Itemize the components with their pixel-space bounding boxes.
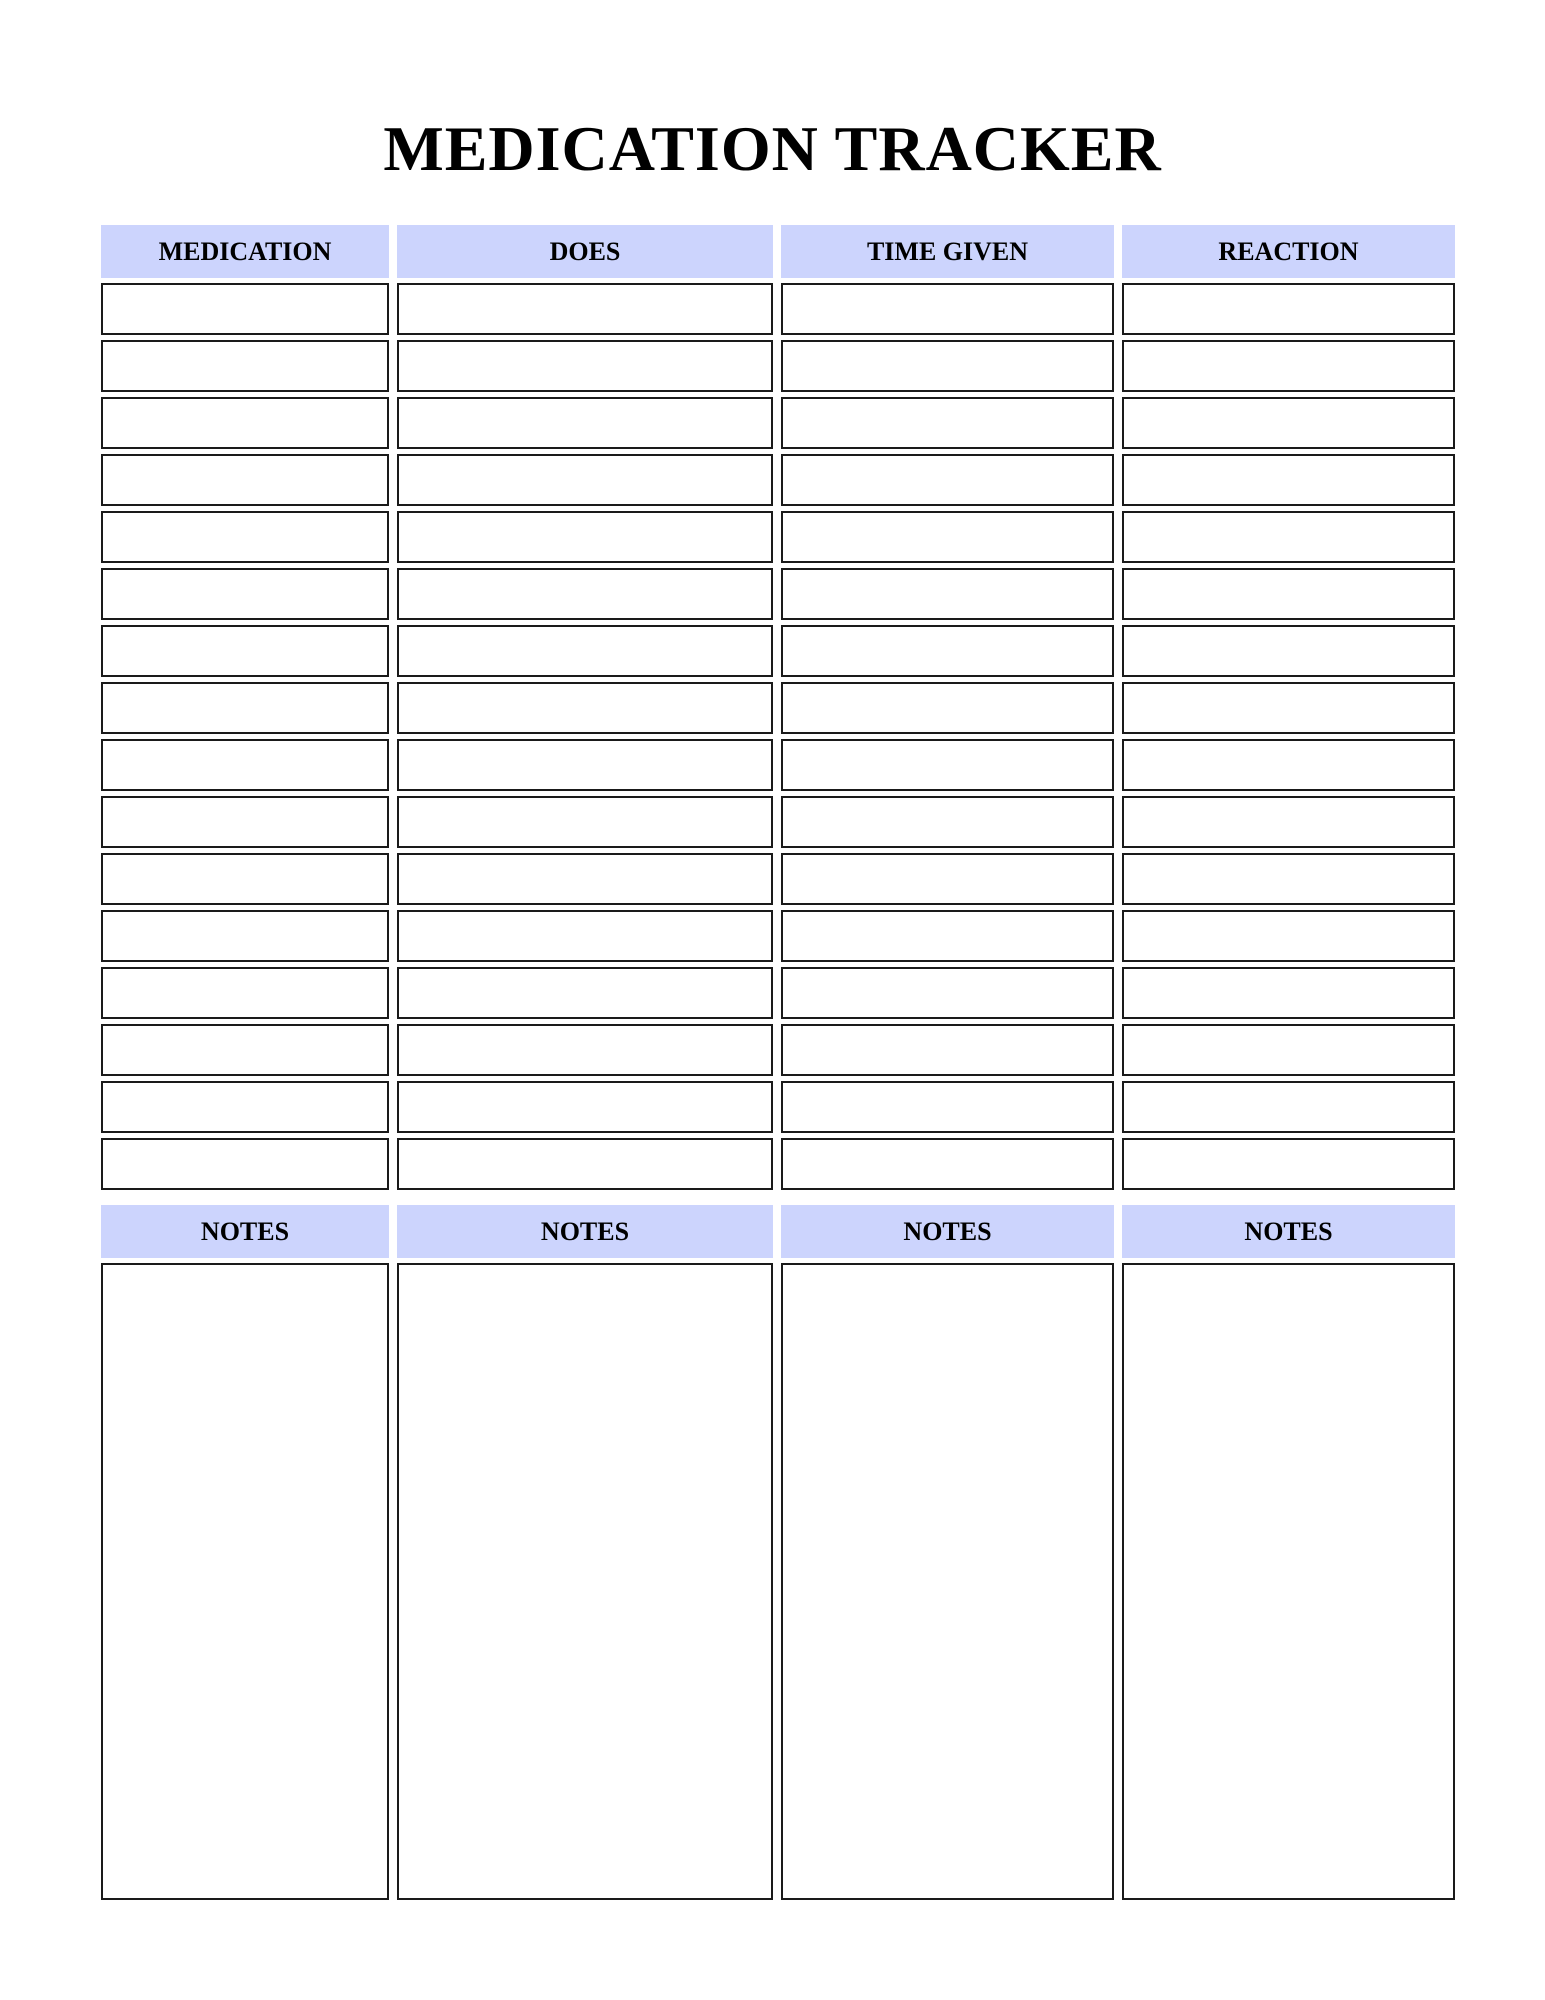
- column-header-medication: MEDICATION: [101, 225, 389, 278]
- table-cell-reaction[interactable]: [1122, 511, 1455, 563]
- medication-table: [101, 225, 1455, 1190]
- column-header-reaction: REACTION: [1122, 225, 1455, 278]
- table-cell-dose[interactable]: [397, 739, 773, 791]
- table-cell-reaction[interactable]: [1122, 397, 1455, 449]
- table-cell-medication[interactable]: [101, 1138, 389, 1190]
- table-cell-reaction[interactable]: [1122, 283, 1455, 335]
- table-cell-dose[interactable]: [397, 568, 773, 620]
- table-cell-reaction[interactable]: [1122, 1081, 1455, 1133]
- table-cell-dose[interactable]: [397, 454, 773, 506]
- table-cell-dose[interactable]: [397, 967, 773, 1019]
- table-cell-time-given[interactable]: [781, 511, 1114, 563]
- notes-box[interactable]: [397, 1263, 773, 1900]
- table-cell-medication[interactable]: [101, 910, 389, 962]
- table-cell-dose[interactable]: [397, 910, 773, 962]
- notes-header: NOTES: [397, 1205, 773, 1258]
- table-cell-dose[interactable]: [397, 1081, 773, 1133]
- table-cell-time-given[interactable]: [781, 853, 1114, 905]
- table-cell-time-given[interactable]: [781, 568, 1114, 620]
- table-cell-medication[interactable]: [101, 340, 389, 392]
- table-cell-reaction[interactable]: [1122, 910, 1455, 962]
- table-cell-dose[interactable]: [397, 682, 773, 734]
- table-cell-medication[interactable]: [101, 682, 389, 734]
- notes-header: NOTES: [781, 1205, 1114, 1258]
- notes-section: [101, 1205, 1455, 1900]
- table-cell-reaction[interactable]: [1122, 1024, 1455, 1076]
- table-cell-medication[interactable]: [101, 967, 389, 1019]
- table-cell-reaction[interactable]: [1122, 340, 1455, 392]
- table-cell-time-given[interactable]: [781, 682, 1114, 734]
- notes-box[interactable]: [1122, 1263, 1455, 1900]
- table-cell-dose[interactable]: [397, 283, 773, 335]
- table-cell-reaction[interactable]: [1122, 853, 1455, 905]
- table-cell-reaction[interactable]: [1122, 967, 1455, 1019]
- table-cell-time-given[interactable]: [781, 910, 1114, 962]
- table-cell-dose[interactable]: [397, 397, 773, 449]
- table-cell-dose[interactable]: [397, 511, 773, 563]
- table-cell-dose[interactable]: [397, 1024, 773, 1076]
- column-header-time-given: TIME GIVEN: [781, 225, 1114, 278]
- page-title: MEDICATION TRACKER: [383, 113, 1162, 184]
- table-cell-medication[interactable]: [101, 739, 389, 791]
- table-cell-time-given[interactable]: [781, 454, 1114, 506]
- table-cell-medication[interactable]: [101, 1081, 389, 1133]
- table-cell-reaction[interactable]: [1122, 625, 1455, 677]
- notes-box[interactable]: [781, 1263, 1114, 1900]
- notes-header: NOTES: [101, 1205, 389, 1258]
- table-cell-time-given[interactable]: [781, 1024, 1114, 1076]
- table-cell-reaction[interactable]: [1122, 796, 1455, 848]
- table-cell-medication[interactable]: [101, 397, 389, 449]
- table-cell-dose[interactable]: [397, 796, 773, 848]
- table-cell-time-given[interactable]: [781, 796, 1114, 848]
- table-cell-medication[interactable]: [101, 796, 389, 848]
- table-cell-medication[interactable]: [101, 283, 389, 335]
- table-cell-dose[interactable]: [397, 340, 773, 392]
- table-cell-medication[interactable]: [101, 853, 389, 905]
- table-cell-time-given[interactable]: [781, 283, 1114, 335]
- table-cell-medication[interactable]: [101, 625, 389, 677]
- column-header-dose: DOES: [397, 225, 773, 278]
- table-cell-time-given[interactable]: [781, 1138, 1114, 1190]
- table-cell-dose[interactable]: [397, 625, 773, 677]
- table-cell-time-given[interactable]: [781, 1081, 1114, 1133]
- table-cell-time-given[interactable]: [781, 397, 1114, 449]
- table-cell-reaction[interactable]: [1122, 454, 1455, 506]
- table-cell-reaction[interactable]: [1122, 568, 1455, 620]
- table-cell-medication[interactable]: [101, 454, 389, 506]
- notes-box[interactable]: [101, 1263, 389, 1900]
- table-cell-dose[interactable]: [397, 1138, 773, 1190]
- table-cell-dose[interactable]: [397, 853, 773, 905]
- table-cell-reaction[interactable]: [1122, 682, 1455, 734]
- table-cell-medication[interactable]: [101, 511, 389, 563]
- table-cell-time-given[interactable]: [781, 739, 1114, 791]
- table-cell-reaction[interactable]: [1122, 1138, 1455, 1190]
- table-cell-time-given[interactable]: [781, 967, 1114, 1019]
- table-cell-medication[interactable]: [101, 568, 389, 620]
- table-cell-reaction[interactable]: [1122, 739, 1455, 791]
- table-cell-time-given[interactable]: [781, 625, 1114, 677]
- table-cell-time-given[interactable]: [781, 340, 1114, 392]
- table-cell-medication[interactable]: [101, 1024, 389, 1076]
- notes-header: NOTES: [1122, 1205, 1455, 1258]
